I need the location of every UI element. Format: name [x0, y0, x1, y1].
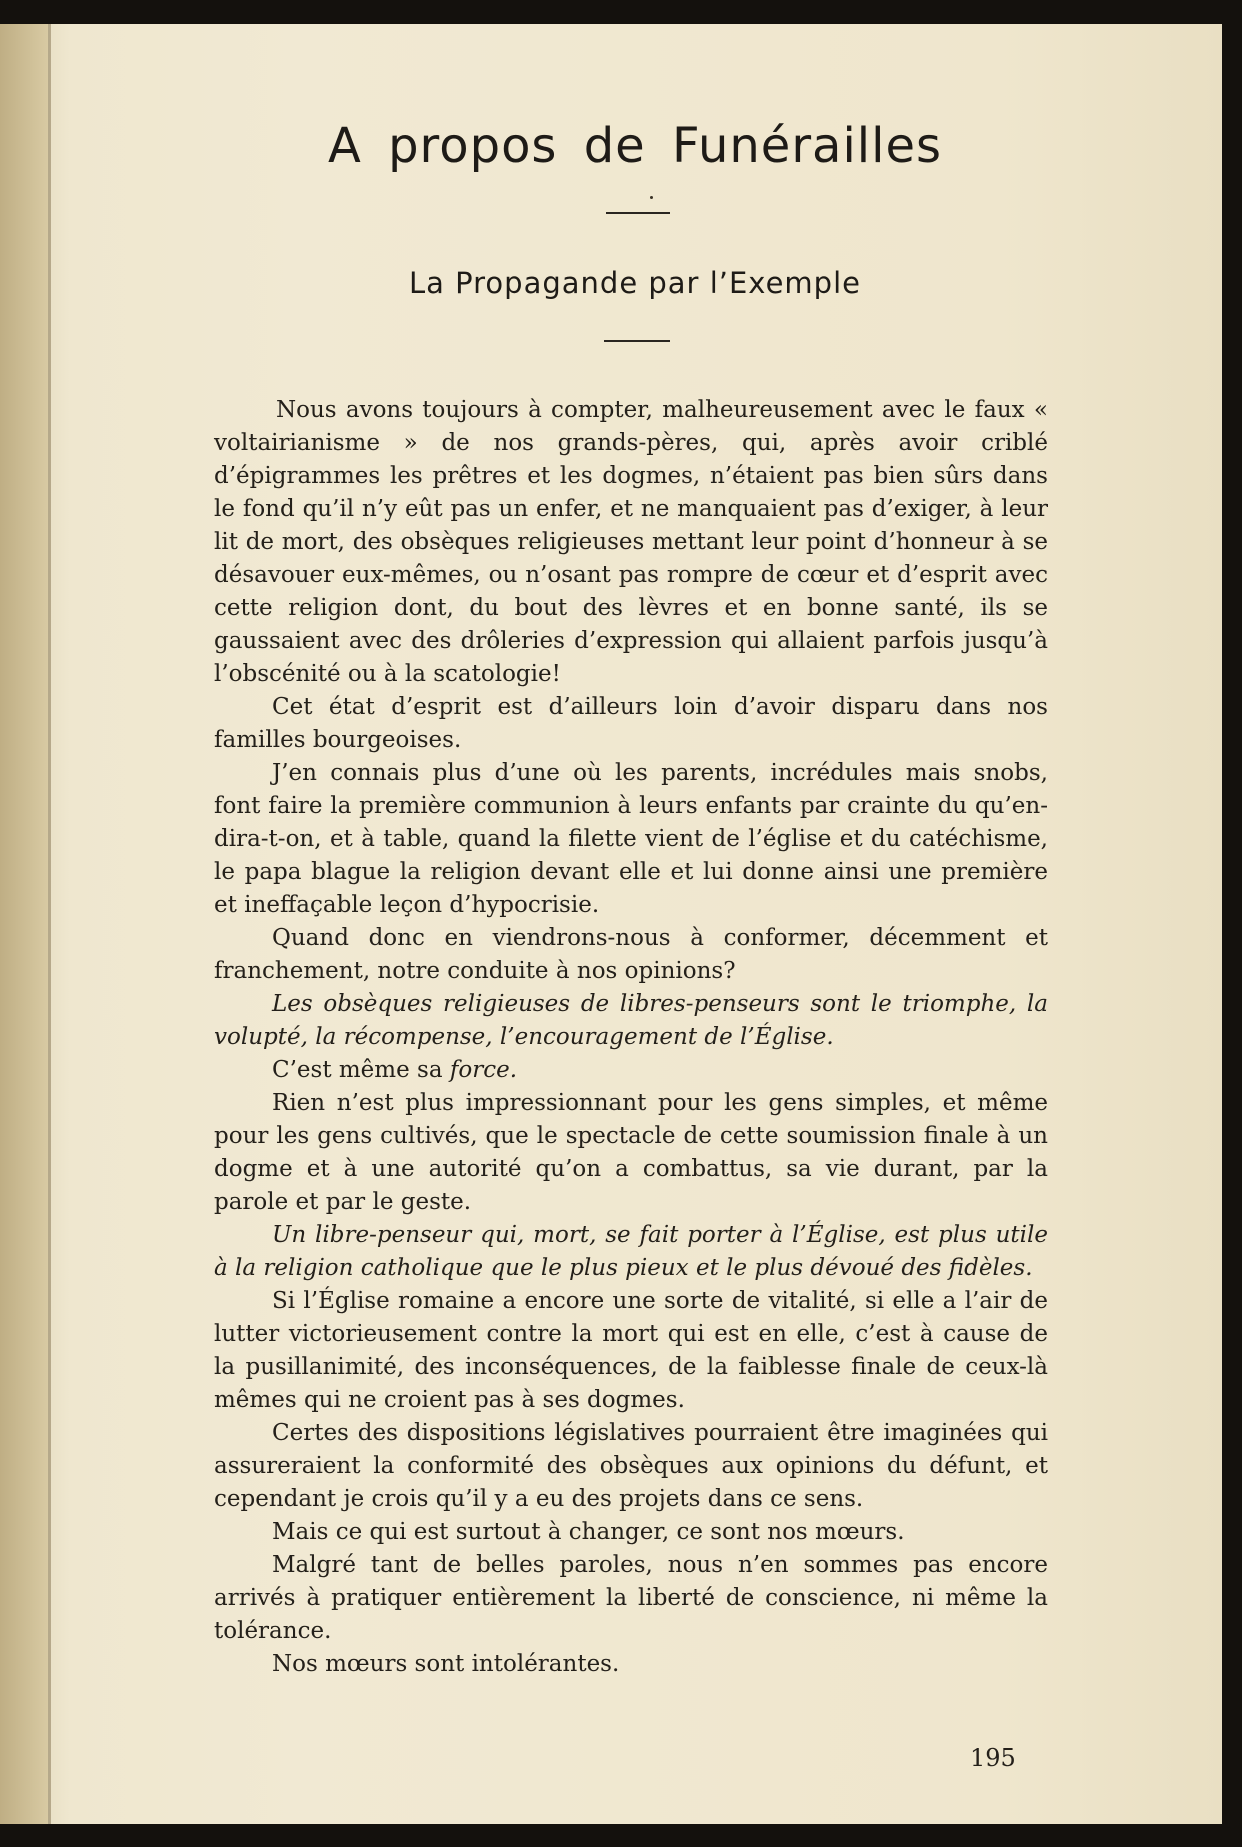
emphasis-text: force. [449, 1057, 518, 1083]
paragraph: Si l’Église romaine a encore une sorte de vitalité, si elle a l’air de lutter victorieusement contre la mort qui est en elle, c’est à cause de la pusillanimité, des inconséquences, de la faiblesse finale de ceux-là mêmes qui ne croient pas à ses dogmes. [214, 1288, 1048, 1413]
paragraph: Nous avons toujours à compter, malheureusement avec le faux « voltairianisme » de nos grands-pères, qui, après avoir criblé d’épigrammes les prêtres et les dogmes, n’étaient pas bien sûrs dans le fond qu’il n’y eût pas un enfer, et ne manquaient pas d’exiger, à leur lit de mort, des obsèques religieuses mettant leur point d’honneur à se désavouer eux-mêmes, ou n’osant pas rompre de cœur et d’esprit avec cette religion dont, du bout des lèvres et en bonne santé, ils se gaussaient avec des drôleries d’expression qui allaient parfois jusqu’à l’obscénité ou à la scatologie! [214, 397, 1048, 687]
paragraph-text: C’est même sa [272, 1057, 450, 1083]
page-number: 195 [970, 1744, 1016, 1772]
article-title: A propos de Funérailles [327, 118, 943, 174]
paragraph: Quand donc en viendrons-nous à conformer, décemment et franchement, notre conduite à nos opinions? [214, 925, 1048, 984]
paragraph: Cet état d’esprit est d’ailleurs loin d’avoir disparu dans nos familles bourgeoises. [214, 694, 1048, 753]
italic-paragraph: Les obsèques religieuses de libres-penseurs sont le triomphe, la volupté, la récompense, l’encouragement de l’Église. [214, 991, 1048, 1050]
paragraph [214, 1054, 1048, 1087]
paragraph: J’en connais plus d’une où les parents, incrédules mais snobs, font faire la première communion à leurs enfants par crainte du qu’en-dira-t-on, et à table, quand la filette vient de l’église et du catéchisme, le papa blague la religion devant elle et lui donne ainsi une première et ineffaçable leçon d’hypocrisie. [214, 760, 1048, 918]
article-subtitle: La Propagande par l’Exemple [409, 266, 861, 300]
paragraph: Nos mœurs sont intolérantes. [272, 1651, 620, 1677]
title-divider [606, 212, 670, 214]
paragraph: Certes des dispositions législatives pourraient être imaginées qui assureraient la conformité des obsèques aux opinions du défunt, et cependant je crois qu’il y a eu des projets dans ce sens. [214, 1420, 1048, 1512]
paragraph: Mais ce qui est surtout à changer, ce sont nos mœurs. [272, 1519, 905, 1545]
ink-speck [650, 196, 653, 199]
paragraph: Rien n’est plus impressionnant pour les gens simples, et même pour les gens cultivés, que le spectacle de cette soumission finale à un dogme et à une autorité qu’on a combattus, sa vie durant, par la parole et par le geste. [214, 1090, 1048, 1215]
subtitle-divider [604, 340, 670, 342]
italic-paragraph: Un libre-penseur qui, mort, se fait porter à l’Église, est plus utile à la religion catholique que le plus pieux et le plus dévoué des fidèles. [214, 1222, 1048, 1281]
article-body [214, 394, 1048, 1681]
paragraph: Malgré tant de belles paroles, nous n’en sommes pas encore arrivés à pratiquer entièrement la liberté de conscience, ni même la tolérance. [214, 1552, 1048, 1644]
